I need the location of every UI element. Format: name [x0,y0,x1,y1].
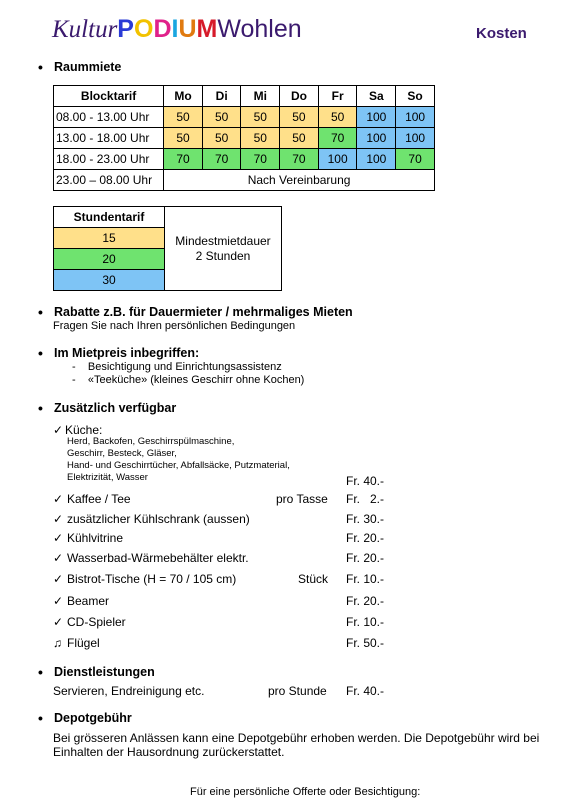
dienstleistungen-unit: pro Stunde [268,684,327,698]
time-slot-label: 13.00 - 18.00 Uhr [54,128,164,149]
stundentarif-rate: 30 [54,270,165,291]
time-slot-label: 23.00 – 08.00 Uhr [54,170,164,191]
extra-item-price: Fr. 50.- [346,636,385,650]
extra-item-label: zusätzlicher Kühlschrank (aussen) [67,512,250,526]
extra-item-label: Bistrot-Tische (H = 70 / 105 cm) [67,572,237,586]
table-row [54,128,435,149]
check-icon: ✓ [53,531,64,545]
inbegriffen-item: - «Teeküche» (kleines Geschirr ohne Kochen) [72,374,305,386]
table-row [54,107,435,128]
extra-item-price: Fr. 20.- [346,531,385,545]
price-cell: 70 [280,149,319,170]
blocktarif-table [53,85,435,191]
check-icon: ✓ [53,615,64,629]
extra-item-unit: pro Tasse [276,492,328,506]
day-header: Sa [357,86,396,107]
footer-text: Für eine persönliche Offerte oder Besichtigung: [190,786,421,798]
mindestmietdauer-note [165,207,282,291]
check-icon: ✓ [53,423,64,437]
rabatte-heading: • Rabatte z.B. für Dauermieter / mehrmaliges Mieten [54,305,353,319]
price-cell: 70 [396,149,435,170]
price-cell: 50 [164,128,203,149]
price-cell: 100 [396,107,435,128]
price-cell: 70 [241,149,280,170]
day-header: So [396,86,435,107]
price-cell: 100 [318,149,357,170]
day-header: Mo [164,86,203,107]
time-slot-label: 18.00 - 23.00 Uhr [54,149,164,170]
depot-line1: Bei grösseren Anlässen kann eine Depotgebühr erhoben werden. Die Depotgebühr wird bei [53,731,540,745]
extra-item-label: Kühlvitrine [67,531,124,545]
logo-letter: M [196,15,218,43]
extra-item-price: Fr. 30.- [346,512,385,526]
dienstleistungen-price: Fr. 40.- [346,684,385,698]
price-cell: 70 [202,149,241,170]
vereinbarung-cell: Nach Vereinbarung [164,170,435,191]
extra-item-price: Fr. 10.- [346,615,385,629]
stundentarif-table [53,206,282,291]
stundentarif-rate: 15 [54,228,165,249]
extra-item-label: Beamer [67,594,110,608]
price-cell: 100 [357,128,396,149]
price-cell: 50 [202,107,241,128]
day-header: Fr [318,86,357,107]
inbegriffen-heading: • Im Mietpreis inbegriffen: [54,346,199,360]
extra-item-price: Fr. 2.- [346,492,385,506]
extra-item-label: Kaffee / Tee [67,492,131,506]
check-icon: ✓ [53,551,64,565]
depot-line2: Einhalten der Hausordnung zurückerstattet. [53,745,285,759]
logo-wohlen: Wohlen [217,15,302,43]
logo-letter: D [153,15,172,43]
check-icon: ✓ [53,512,64,526]
stundentarif-rate: 20 [54,249,165,270]
note-line1: Mindestmietdauer [175,233,271,248]
price-cell: 100 [396,128,435,149]
music-note-icon: ♫ [53,636,62,650]
price-cell: 100 [357,107,396,128]
logo [52,15,302,44]
price-cell: 50 [202,128,241,149]
dienstleistungen-label: Servieren, Endreinigung etc. [53,684,205,698]
extra-item-price: Fr. 10.- [346,572,385,586]
check-icon: ✓ [53,492,64,506]
kueche-details: Herd, Backofen, Geschirrspülmaschine, Geschirr, Besteck, Gläser, Hand- und Geschirrtücher, Abfallsäcke, Putzmaterial, Elektrizität, Wasser [67,436,290,483]
price-cell: 50 [318,107,357,128]
price-cell: 70 [164,149,203,170]
price-cell: 100 [357,149,396,170]
extra-item-price: Fr. 20.- [346,551,385,565]
blocktarif-header-row [54,86,435,107]
logo-podium [117,15,217,43]
check-icon: ✓ [53,594,64,608]
day-header: Do [280,86,319,107]
blocktarif-header: Blocktarif [54,86,164,107]
kueche-label: ✓ Küche: [53,423,103,437]
table-row [54,170,435,191]
logo-letter: I [171,15,179,43]
raummiete-heading: • Raummiete [54,60,121,74]
time-slot-label: 08.00 - 13.00 Uhr [54,107,164,128]
price-cell: 50 [164,107,203,128]
logo-letter: O [133,15,154,43]
extra-item-label: CD-Spieler [67,615,126,629]
day-header: Mi [241,86,280,107]
note-line2: 2 Stunden [195,248,251,263]
extra-item-label: Wasserbad-Wärmebehälter elektr. [67,551,249,565]
rabatte-text: Fragen Sie nach Ihren persönlichen Bedingungen [53,320,296,332]
depot-heading: • Depotgebühr [54,711,132,725]
extra-item-price: Fr. 20.- [346,594,385,608]
inbegriffen-item: - Besichtigung und Einrichtungsassistenz [72,361,282,373]
stundentarif-header: Stundentarif [54,207,165,228]
price-cell: 50 [280,128,319,149]
table-row [54,149,435,170]
check-icon: ✓ [53,572,64,586]
price-cell: 70 [318,128,357,149]
page-title: Kosten [476,25,527,42]
logo-letter: U [178,15,197,43]
logo-kultur: Kultur [52,16,118,43]
logo-letter: P [117,15,134,43]
blocktarif-body [54,107,435,191]
extra-item-label: Flügel [67,636,100,650]
price-cell: 50 [241,107,280,128]
kueche-price: Fr. 40.- [346,474,385,488]
dienstleistungen-heading: • Dienstleistungen [54,665,155,679]
zusaetzlich-heading: • Zusätzlich verfügbar [54,401,176,415]
extra-item-unit: Stück [298,572,329,586]
price-cell: 50 [280,107,319,128]
day-header: Di [202,86,241,107]
price-cell: 50 [241,128,280,149]
